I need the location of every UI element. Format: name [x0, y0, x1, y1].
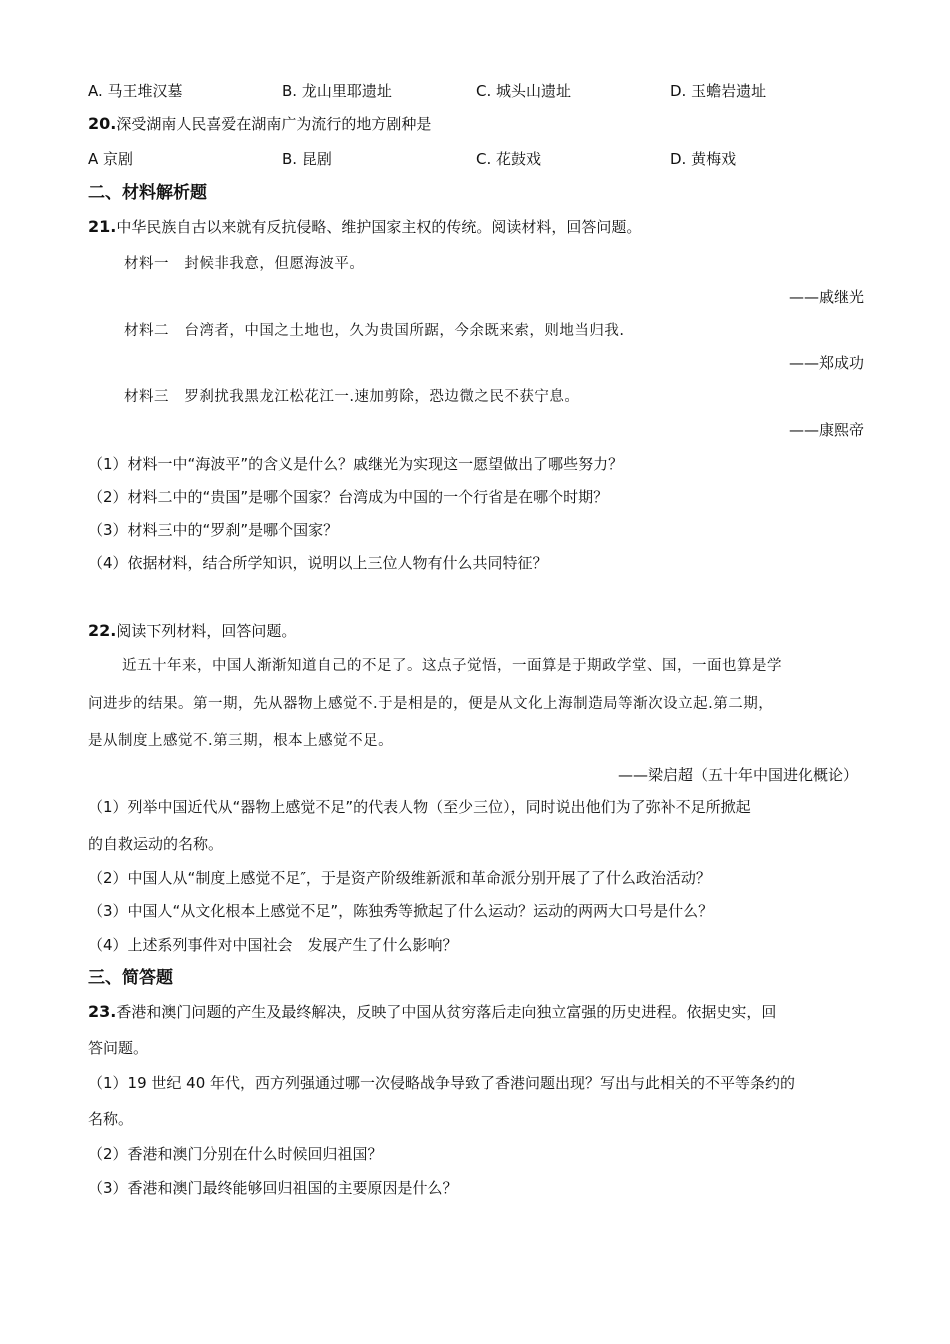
q22-question-4: （4）上述系列事件对中国社会 发展产生了什么影响？ — [88, 936, 458, 954]
q21-text: 中华民族自古以来就有反抗侵略、维护国家主权的传统。阅读材料，回答问题。 — [116, 218, 642, 236]
material-text: 封候非我意，但愿海波平。 — [184, 256, 365, 272]
q22-question-2: （2）中国人从“制度上感觉不足″，于是资产阶级维新派和革命派分别开展了了什么政治活动？ — [88, 869, 711, 887]
q22-passage-line-2: 问进步的结果。第一期，先从器物上感觉不.于是相是的，便是从文化上海制造局等渐次设立起.第二期， — [88, 696, 774, 712]
q22-question-1-cont: 的自救运动的名称。 — [88, 835, 224, 853]
q19-option-a: A. 马王堆汉墓 — [88, 82, 183, 100]
q23-question-1-cont: 名称。 — [88, 1110, 134, 1128]
q21-material-3-source: ——康熙帝 — [788, 421, 864, 439]
q20-option-c: C. 花鼓戏 — [476, 150, 542, 168]
material-text: 罗刹扰我黑龙江松花江一.速加剪除，恐边微之民不获宁息。 — [184, 389, 580, 405]
q21-material-2 — [124, 321, 624, 341]
q23-question-2: （2）香港和澳门分别在什么时候回归祖国？ — [88, 1145, 383, 1163]
q21-number: 21. — [88, 217, 117, 236]
q21-material-1-source: ——戚继光 — [788, 288, 864, 306]
q19-option-c: C. 城头山遗址 — [476, 82, 572, 100]
q21-material-3 — [124, 387, 579, 407]
q23-text-line-1: 香港和澳门问题的产生及最终解决，反映了中国从贫穷落后走向独立富强的历史进程。依据史实，回 — [116, 1003, 777, 1021]
q23-text-line-2: 答问题。 — [88, 1039, 149, 1057]
q22-stem — [88, 621, 296, 641]
q21-question-3: （3）材料三中的“罗刹”是哪个国家？ — [88, 521, 339, 539]
q20-option-b: B. 昆剧 — [282, 150, 332, 168]
section-2-heading: 二、材料解析题 — [88, 183, 207, 203]
q19-option-b: B. 龙山里耶遗址 — [282, 82, 392, 100]
q22-question-3: （3）中国人“从文化根本上感觉不足”，陈独秀等掀起了什么运动？运动的两两大口号是什么？ — [88, 902, 714, 920]
material-label: 材料三 — [124, 389, 169, 405]
q23-question-1: （1）19 世纪 40 年代，西方列强通过哪一次侵略战争导致了香港问题出现？写出与此相关的不平等条约的 — [88, 1074, 796, 1092]
q21-stem — [88, 217, 641, 237]
q22-passage-line-1: 近五十年来，中国人渐渐知道自己的不足了。这点子觉悟，一面算是于期政学堂、国，一面也算是学 — [122, 658, 782, 674]
q21-material-1 — [124, 254, 364, 274]
q22-text: 阅读下列材料，回答问题。 — [116, 622, 297, 640]
material-label: 材料二 — [124, 323, 169, 339]
q20-stem — [88, 114, 431, 134]
q22-source: ——梁启超（五十年中国进化概论） — [617, 766, 858, 784]
q20-number: 20. — [88, 114, 117, 133]
material-label: 材料一 — [124, 256, 169, 272]
q23-number: 23. — [88, 1002, 117, 1021]
q22-number: 22. — [88, 621, 117, 640]
q21-question-2: （2）材料二中的“贵国”是哪个国家？台湾成为中国的一个行省是在哪个时期？ — [88, 488, 609, 506]
q23-stem — [88, 1002, 776, 1022]
q21-question-1: （1）材料一中“海波平”的含义是什么？戚继光为实现这一愿望做出了哪些努力？ — [88, 455, 624, 473]
q21-material-2-source: ——郑成功 — [788, 354, 864, 372]
q20-option-a: A 京剧 — [88, 150, 134, 168]
material-text: 台湾者，中国之土地也，久为贵国所踞，今余既来索，则地当归我. — [184, 323, 625, 339]
q22-passage-line-3: 是从制度上感觉不.第三期，根本上感觉不足。 — [88, 733, 394, 749]
q20-text: 深受湖南人民喜爱在湖南广为流行的地方剧种是 — [116, 115, 432, 133]
q22-question-1: （1）列举中国近代从“器物上感觉不足”的代表人物（至少三位），同时说出他们为了弥补不足所掀起 — [88, 798, 751, 816]
section-3-heading: 三、简答题 — [88, 968, 173, 988]
q21-question-4: （4）依据材料，结合所学知识，说明以上三位人物有什么共同特征？ — [88, 554, 548, 572]
q19-option-d: D. 玉蟾岩遗址 — [670, 82, 767, 100]
q23-question-3: （3）香港和澳门最终能够回归祖国的主要原因是什么？ — [88, 1179, 458, 1197]
q20-option-d: D. 黄梅戏 — [670, 150, 737, 168]
